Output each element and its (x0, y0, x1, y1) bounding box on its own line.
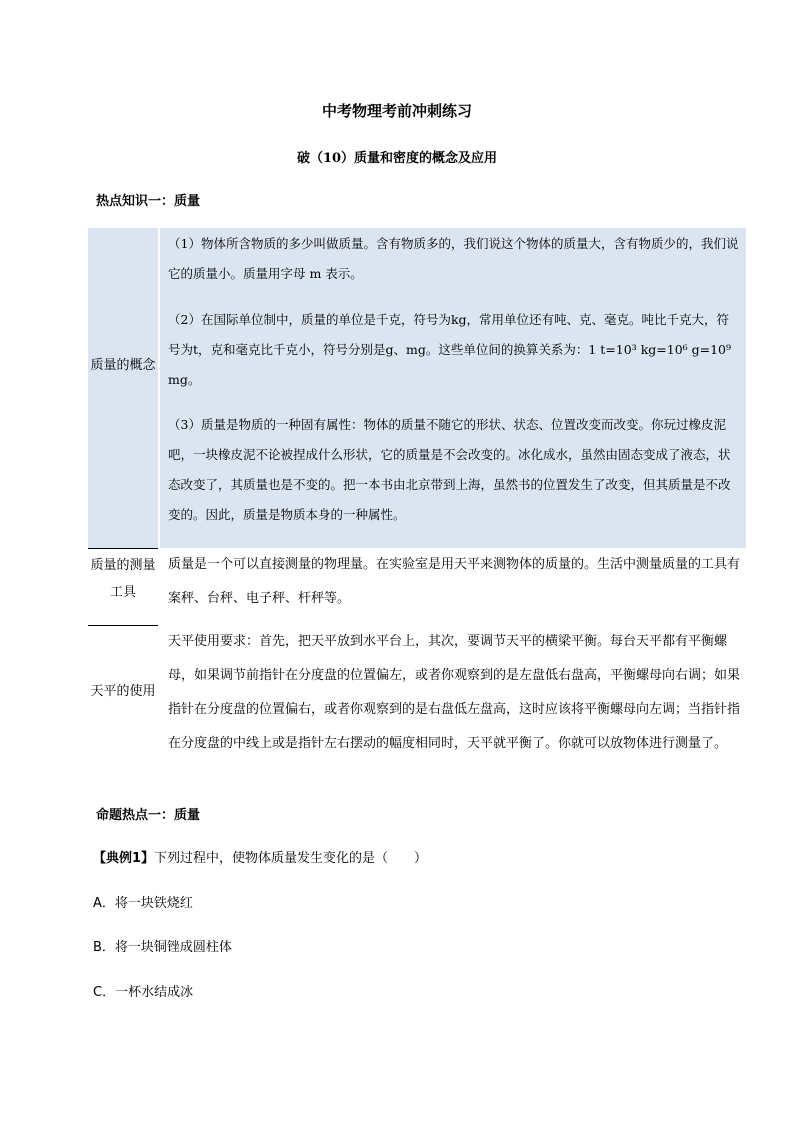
section-heading-proposition: 命题热点一：质量 (96, 808, 201, 823)
measuring-tools-text: 质量是一个可以直接测量的物理量。在实验室是用天平来测物体的质量的。生活中测量质量的工具有案秤、台秤、电子秤、杆秤等。 (168, 557, 741, 606)
example-question (93, 847, 427, 866)
option-b: B．将一块铜锉成圆柱体 (93, 940, 232, 955)
balance-usage-text: 天平使用要求：首先，把天平放到水平台上，其次，要调节天平的横梁平衡。每台天平都有平衡螺母，如果调节前指针在分度盘的位置偏左，或者你观察到的是左盘低右盘高，平衡螺母向右调；如果指针在分度盘的位置偏右，或者你观察到的是右盘低左盘高，这时应该将平衡螺母向左调；当指针指在分度盘的中线上或是指针左右摆动的幅度相同时，天平就平衡了。你就可以放物体进行测量了。 (168, 634, 741, 751)
concept-paragraph-2: （2）在国际单位制中，质量的单位是千克，符号为kg，常用单位还有吨、克、毫克。吨比千克大，符号为t，克和毫克比千克小，符号分别是g、mg。这些单位间的换算关系为：1 t=10³ kg=10⁶ g=10⁹ mg。 (168, 312, 732, 387)
concept-paragraph-1: （1）物体所含物质的多少叫做质量。含有物质多的，我们说这个物体的质量大，含有物质少的，我们说它的质量小。质量用字母 m 表示。 (168, 236, 739, 281)
row-divider-1 (88, 548, 158, 549)
option-c: C．一杯水结成冰 (93, 985, 194, 1000)
row-label-balance-usage: 天平的使用 (90, 684, 156, 699)
example-question-text: 下列过程中，使物体质量发生变化的是（ ） (154, 851, 428, 866)
row-label-cell-shade (88, 228, 158, 548)
example-tag: 【典例1】 (93, 851, 155, 866)
row-divider-2 (88, 625, 158, 626)
page-title: 中考物理考前冲刺练习 (321, 102, 472, 120)
concept-paragraph-3: （3）质量是物质的一种固有属性：物体的质量不随它的形状、状态、位置改变而改变。你玩过橡皮泥吧，一块橡皮泥不论被捏成什么形状，它的质量是不会改变的。冰化成水，虽然由固态变成了液态，状态改变了，其质量也是不变的。把一本书由北京带到上海，虽然书的位置发生了改变，但其质量是不改变的。因此，质量是物质本身的一种属性。 (168, 417, 731, 522)
section-heading-knowledge: 热点知识一：质量 (96, 194, 201, 209)
row-label-mass-concept: 质量的概念 (90, 358, 156, 373)
option-a: A．将一块铁烧红 (93, 896, 193, 911)
page-subtitle: 破（10）质量和密度的概念及应用 (296, 151, 498, 166)
row-label-measuring-tools: 质量的测量工具 (90, 558, 156, 600)
